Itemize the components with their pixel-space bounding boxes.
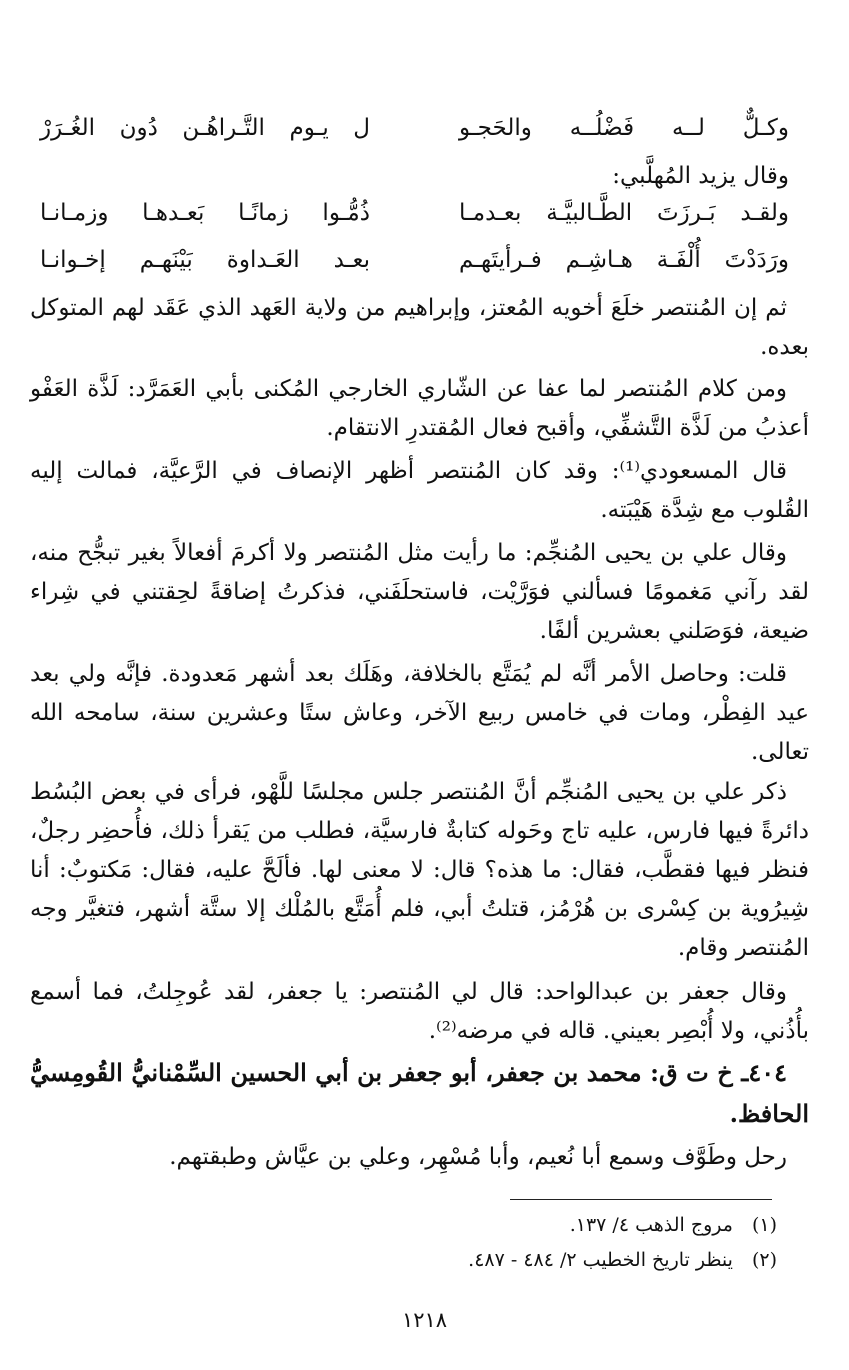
- verse-line-3: [40, 240, 789, 280]
- verse-hemistich-first: ورَدَدْتَ أُلْفَـة هـاشِـم فـرأيتَهـم: [459, 247, 789, 273]
- paragraph-6: ذكر علي بن يحيى المُنجِّم أنَّ المُنتصر جلس مجلسًا للَّهْو، فرأى في بعض البُسُط دائرةً فيها فارس، عليه تاج وحَوله كتابةٌ فارسيَّة، فطلب من يَقرأ ذلك، فأُحضِر رجلٌ، فنظر فيها فقطَّب، فقال: ما هذه؟ قال: لا معنى لها. فألَحَّ عليه، فقال: مَكتوبٌ: أنا شِيرُوية بن كِسْرى بن هُرْمُز، قتلتُ أبي، فلم أُمَتَّع بالمُلْك إلا ستَّة أشهر، فتغيَّر وجه المُنتصر وقام.: [30, 779, 809, 961]
- footnote-text: مروج الذهب ٤/ ١٣٧.: [569, 1214, 733, 1236]
- verse-line-2: [40, 193, 789, 233]
- footnote-text: ينظر تاريخ الخطيب ٢/ ٤٨٤ - ٤٨٧.: [468, 1249, 733, 1271]
- verse-hemistich-first: ولقـد بَـرزَتَ الطَّـالبيَّـة بعـدمـا: [459, 200, 789, 226]
- page-number: ١٢١٨: [401, 1308, 448, 1332]
- verse-line-1: [40, 108, 789, 148]
- footnote-number: (٢): [751, 1249, 777, 1271]
- entry-heading: ٤٠٤ـ خ ت ق: محمد بن جعفر، أبو جعفر بن أبي الحسين السِّمْنانيُّ القُومِسيُّ الحافظ.: [30, 1058, 809, 1128]
- paragraph-2: ومن كلام المُنتصر لما عفا عن الشّاري الخارجي المُكنى بأبي العَمَرَّد: لَذَّة العَفْو أعذبُ من لَذَّة التَّشفِّي، وأقبح فعال المُقتدرِ الانتقام.: [30, 376, 809, 441]
- paragraph-4: وقال علي بن يحيى المُنجِّم: ما رأيت مثل المُنتصر ولا أكرمَ أفعالاً بغير تبجُّح منه، لقد رآني مَغمومًا فسألني فوَرَّيْت، فاستحلَفَني، فذكرتُ إضاقةً لحِقتني في شِراء ضيعة، فوَصَلني بعشرين ألفًا.: [30, 540, 809, 644]
- verse-hemistich-second: بعـد العَـداوة بَيْنَهـم إخـوانـا: [40, 247, 370, 273]
- paragraph-7: وقال جعفر بن عبدالواحد: قال لي المُنتصر: يا جعفر، لقد عُوجِلتُ، فما أسمع بأُذُني، ولا أُبْصِر بعيني. قاله في مرضه⁽²⁾.: [30, 979, 809, 1044]
- footnote-number: (١): [751, 1214, 777, 1236]
- verse-hemistich-second: ذُمُّـوا زمانًـا بَعـدهـا وزمـانـا: [40, 200, 370, 226]
- verse-hemistich-second: ل يـوم التَّـراهُـن دُون الغُـرَرْ: [40, 115, 370, 141]
- footnote-2: [40, 1245, 777, 1275]
- verse-hemistich-first: وكـلٌّ لــه فَضْلُــه والحَجـو: [459, 115, 789, 141]
- paragraph-5: قلت: وحاصل الأمر أنَّه لم يُمَتَّع بالخلافة، وهَلَك بعد أشهر مَعدودة. فإنَّه ولي بعد عيد الفِطْر، ومات في خامس ربيع الآخر، وعاش ستًا وعشرين سنة، سامحه الله تعالى.: [30, 661, 809, 765]
- paragraph-3: قال المسعودي⁽¹⁾: وقد كان المُنتصر أظهر الإنصاف في الرَّعيَّة، فمالت إليه القُلوب مع شِدَّة هَيْبَته.: [30, 458, 809, 523]
- footnote-1: [40, 1210, 777, 1240]
- entry-body: رحل وطَوَّف وسمع أبا نُعيم، وأبا مُسْهِر، وعلي بن عيَّاش وطبقتهم.: [169, 1144, 787, 1170]
- paragraph-1: ثم إن المُنتصر خلَعَ أخويه المُعتز، وإبراهيم من ولاية العَهد الذي عَقَد لهم المتوكل بعده.: [30, 295, 809, 360]
- footnote-separator: [510, 1199, 772, 1200]
- verse-intro: وقال يزيد المُهلَّبي:: [612, 163, 789, 189]
